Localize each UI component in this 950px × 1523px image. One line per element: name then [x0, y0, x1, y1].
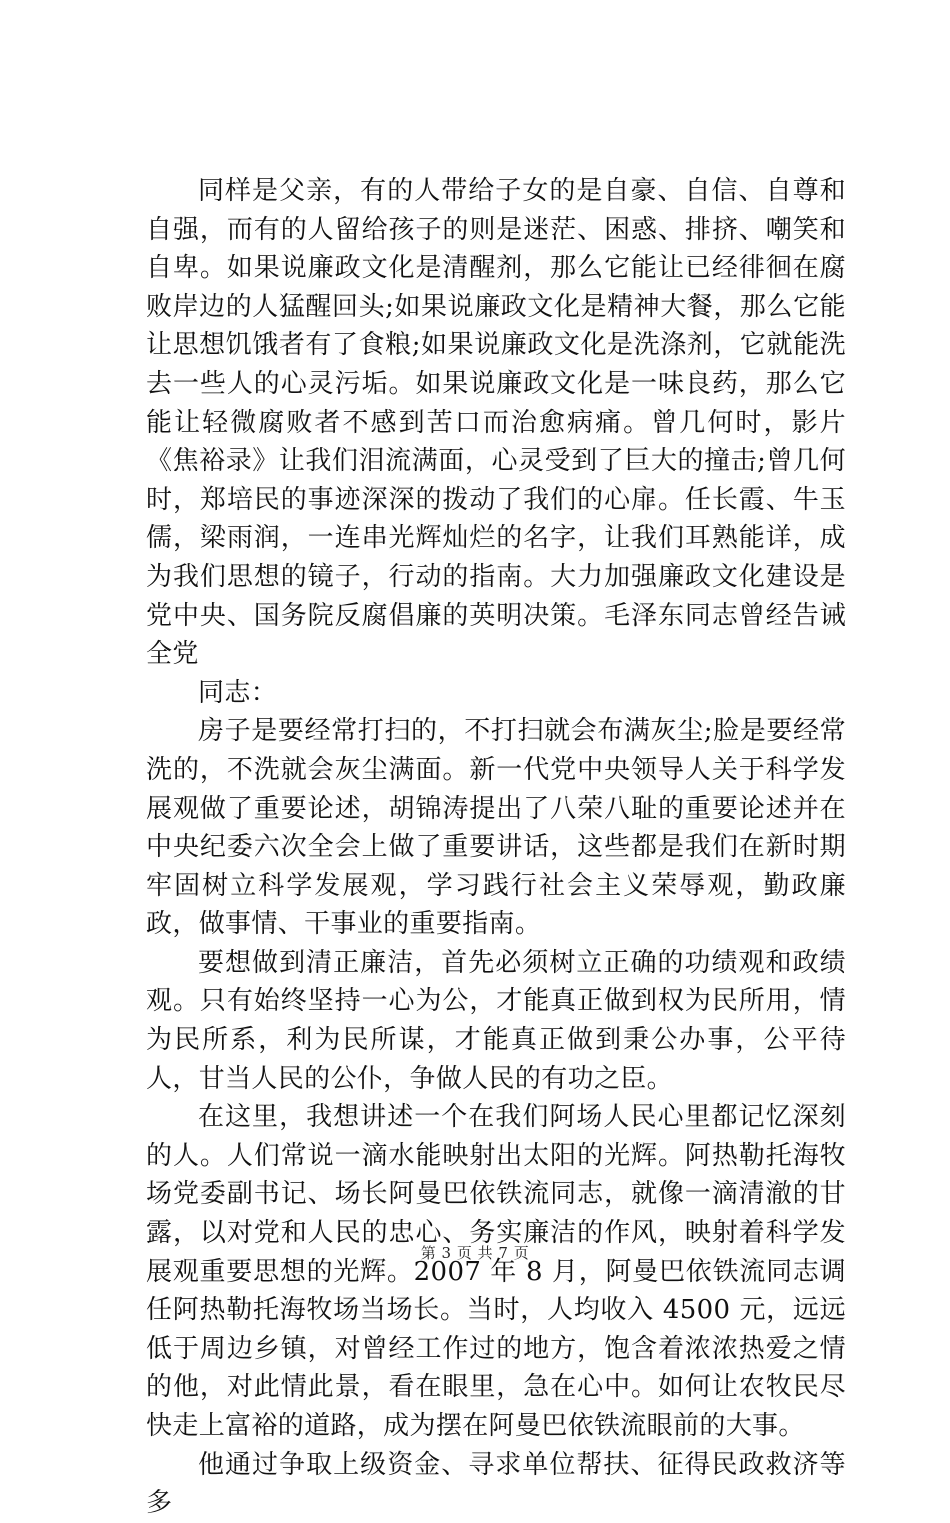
paragraph-1: 同样是父亲，有的人带给子女的是自豪、自信、自尊和自强，而有的人留给孩子的则是迷茫、困惑、排挤、嘲笑和自卑。如果说廉政文化是清醒剂，那么它能让已经徘徊在腐败岸边的人猛醒回头;如果说廉政文化是精神大餐，那么它能让思想饥饿者有了食粮;如果说廉政文化是洗涤剂，它就能洗去一些人的心灵污垢。如果说廉政文化是一味良药，那么它能让轻微腐败者不感到苦口而治愈病痛。曾几何时，影片《焦裕录》让我们泪流满面，心灵受到了巨大的撞击;曾几何时，郑培民的事迹深深的拨动了我们的心扉。任长霞、牛玉儒，梁雨润，一连串光辉灿烂的名字，让我们耳熟能详，成为我们思想的镜子，行动的指南。大力加强廉政文化建设是党中央、国务院反腐倡廉的英明决策。毛泽东同志曾经告诫全党 [146, 176, 846, 670]
page-number-footer: 第 3 页 共 7 页 [420, 1244, 530, 1262]
paragraph-6: 他通过争取上级资金、寻求单位帮扶、征得民政救济等多 [146, 1449, 846, 1519]
document-body [146, 172, 846, 1523]
paragraph-5: 在这里，我想讲述一个在我们阿场人民心里都记忆深刻的人。人们常说一滴水能映射出太阳的光辉。阿热勒托海牧场党委副书记、场长阿曼巴依铁流同志，就像一滴清澈的甘露，以对党和人民的忠心、务实廉洁的作风，映射着科学发展观重要思想的光辉。2007 年 8 月，阿曼巴依铁流同志调任阿热勒托海牧场当场长。当时，人均收入 4500 元，远远低于周边乡镇，对曾经工作过的地方，饱含着浓浓热爱之情的他，对此情此景，看在眼里，急在心中。如何让农牧民尽快走上富裕的道路，成为摆在阿曼巴依铁流眼前的大事。 [146, 1102, 846, 1441]
paragraph-2: 同志： [198, 677, 278, 708]
paragraph-4: 要想做到清正廉洁，首先必须树立正确的功绩观和政绩观。只有始终坚持一心为公，才能真正做到权为民所用，情为民所系，利为民所谋，才能真正做到秉公办事，公平待人，甘当人民的公仆，争做人民的有功之臣。 [146, 947, 846, 1094]
paragraph-3: 房子是要经常打扫的，不打扫就会布满灰尘;脸是要经常洗的，不洗就会灰尘满面。新一代党中央领导人关于科学发展观做了重要论述，胡锦涛提出了八荣八耻的重要论述并在中央纪委六次全会上做了重要讲话，这些都是我们在新时期牢固树立科学发展观，学习践行社会主义荣辱观，勤政廉政，做事情、干事业的重要指南。 [146, 716, 846, 940]
